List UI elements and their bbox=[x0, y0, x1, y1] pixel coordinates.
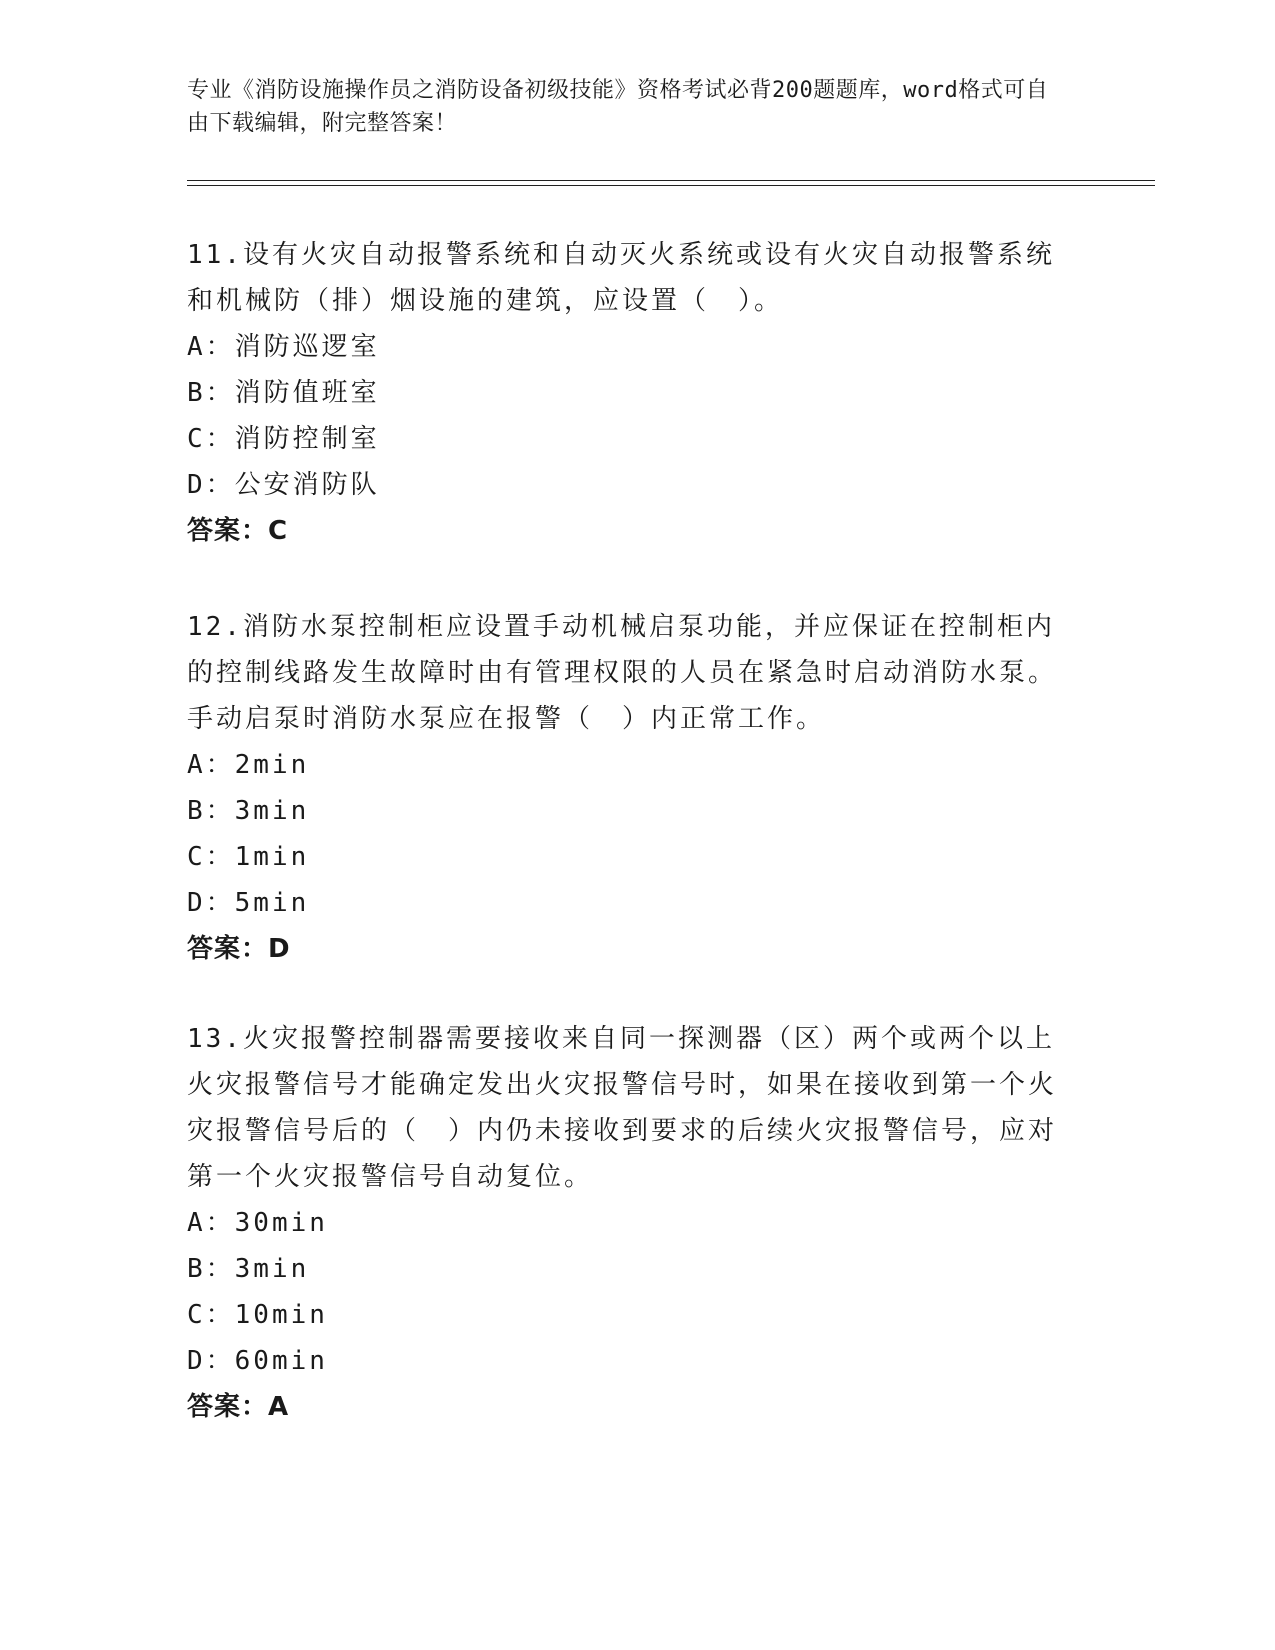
option-c: C：1min bbox=[187, 842, 310, 872]
answer-line: 答案：D bbox=[187, 934, 291, 964]
question-12 bbox=[187, 604, 1067, 972]
option-c: C：10min bbox=[187, 1300, 328, 1330]
answer-line: 答案：C bbox=[187, 516, 289, 546]
option-a: A：消防巡逻室 bbox=[187, 332, 380, 362]
header-divider-top bbox=[187, 180, 1155, 181]
option-b: B：3min bbox=[187, 1254, 310, 1284]
option-b: B：3min bbox=[187, 796, 310, 826]
option-b: B：消防值班室 bbox=[187, 378, 380, 408]
header-divider-bottom bbox=[187, 185, 1155, 186]
question-stem: 11.设有火灾自动报警系统和自动灭火系统或设有火灾自动报警系统和机械防（排）烟设施的建筑，应设置（ ）。 bbox=[187, 240, 1055, 316]
option-d: D：公安消防队 bbox=[187, 470, 380, 500]
option-d: D：5min bbox=[187, 888, 310, 918]
question-11 bbox=[187, 232, 1067, 554]
question-stem: 13.火灾报警控制器需要接收来自同一探测器（区）两个或两个以上火灾报警信号才能确定发出火灾报警信号时，如果在接收到第一个火灾报警信号后的（ ）内仍未接收到要求的后续火灾报警信号，应对第一个火灾报警信号自动复位。 bbox=[187, 1024, 1058, 1192]
option-a: A：2min bbox=[187, 750, 310, 780]
question-stem: 12.消防水泵控制柜应设置手动机械启泵功能，并应保证在控制柜内的控制线路发生故障时由有管理权限的人员在紧急时启动消防水泵。手动启泵时消防水泵应在报警（ ）内正常工作。 bbox=[187, 612, 1058, 734]
option-d: D：60min bbox=[187, 1346, 328, 1376]
option-a: A：30min bbox=[187, 1208, 328, 1238]
question-13 bbox=[187, 1016, 1067, 1430]
document-intro: 专业《消防设施操作员之消防设备初级技能》资格考试必背200题题库，word格式可自由下载编辑，附完整答案！ bbox=[187, 78, 1049, 136]
answer-line: 答案：A bbox=[187, 1392, 290, 1422]
option-c: C：消防控制室 bbox=[187, 424, 380, 454]
